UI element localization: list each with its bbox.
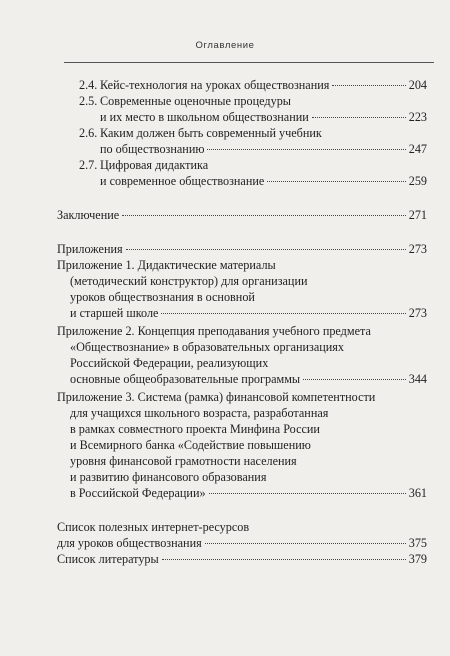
dot-leader (303, 379, 406, 380)
dot-leader (267, 181, 405, 182)
entry-title: Приложения (57, 242, 123, 256)
dot-leader (332, 85, 405, 86)
dot-leader (122, 215, 406, 216)
entry-title: уровня финансовой грамотности населения (70, 454, 297, 468)
entry-title: (методический конструктор) для организации (70, 274, 308, 288)
toc-entry-internet-resources[interactable] (57, 519, 427, 551)
page-number: 273 (408, 242, 427, 256)
section-number: 2.5. (79, 94, 98, 108)
entry-title: по обществознанию (100, 142, 205, 156)
page-number: 273 (408, 306, 427, 320)
entry-title: Приложение 2. Концепция преподавания учебного предмета (57, 324, 371, 338)
section-number: 2.7. (79, 158, 98, 172)
toc-entry-conclusion[interactable] (57, 207, 427, 223)
toc-entry-2-6[interactable] (57, 125, 427, 157)
entry-title: в рамках совместного проекта Минфина России (70, 422, 320, 436)
toc-entry-appendices[interactable] (57, 241, 427, 257)
entry-title: Список полезных интернет-ресурсов (57, 520, 250, 534)
page-number: 361 (408, 486, 427, 500)
page-number: 259 (408, 174, 427, 188)
entry-title: Список литературы (57, 552, 159, 566)
entry-title: Приложение 3. Система (рамка) финансовой компетентности (57, 390, 376, 404)
page-number: 271 (408, 208, 427, 222)
dot-leader (161, 313, 405, 314)
table-of-contents (57, 77, 427, 567)
entry-title: Приложение 1. Дидактические материалы (57, 258, 276, 272)
toc-entry-appendix-1[interactable] (57, 257, 427, 321)
entry-title: Каким должен быть современный учебник (100, 126, 322, 140)
page-number: 375 (408, 536, 427, 550)
entry-title: основные общеобразовательные программы (70, 372, 301, 386)
entry-title: и старшей школе (70, 306, 159, 320)
header-rule (64, 62, 434, 63)
page-number: 223 (408, 110, 427, 124)
entry-title: и их место в школьном обществознании (100, 110, 309, 124)
running-head: Оглавление (195, 40, 255, 51)
toc-entry-2-7[interactable] (57, 157, 427, 189)
entry-title: уроков обществознания в основной (70, 290, 255, 304)
page-number: 379 (408, 552, 427, 566)
dot-leader (209, 493, 406, 494)
entry-title: Заключение (57, 208, 120, 222)
entry-title: и современное обществознание (100, 174, 265, 188)
entry-title: «Обществознание» в образовательных организациях (70, 340, 344, 354)
toc-entry-2-4[interactable] (57, 77, 427, 93)
toc-entry-appendix-2[interactable] (57, 323, 427, 387)
dot-leader (207, 149, 405, 150)
section-number: 2.6. (79, 126, 98, 140)
dot-leader (126, 249, 406, 250)
page-number: 204 (408, 78, 427, 92)
entry-title: Кейс-технология на уроках обществознания (100, 78, 330, 92)
dot-leader (312, 117, 406, 118)
toc-entry-appendix-3[interactable] (57, 389, 427, 501)
entry-title: Российской Федерации, реализующих (70, 356, 269, 370)
page-number: 344 (408, 372, 427, 386)
dot-leader (205, 543, 406, 544)
toc-entry-bibliography[interactable] (57, 551, 427, 567)
toc-entry-2-5[interactable] (57, 93, 427, 125)
entry-title: Современные оценочные процедуры (100, 94, 291, 108)
entry-title: для уроков обществознания (57, 536, 202, 550)
entry-title: в Российской Федерации» (70, 486, 206, 500)
entry-title: и Всемирного банка «Содействие повышению (70, 438, 311, 452)
dot-leader (162, 559, 406, 560)
entry-title: Цифровая дидактика (100, 158, 209, 172)
entry-title: для учащихся школьного возраста, разработанная (70, 406, 329, 420)
page-number: 247 (408, 142, 427, 156)
section-number: 2.4. (79, 78, 98, 92)
entry-title: и развитию финансового образования (70, 470, 267, 484)
